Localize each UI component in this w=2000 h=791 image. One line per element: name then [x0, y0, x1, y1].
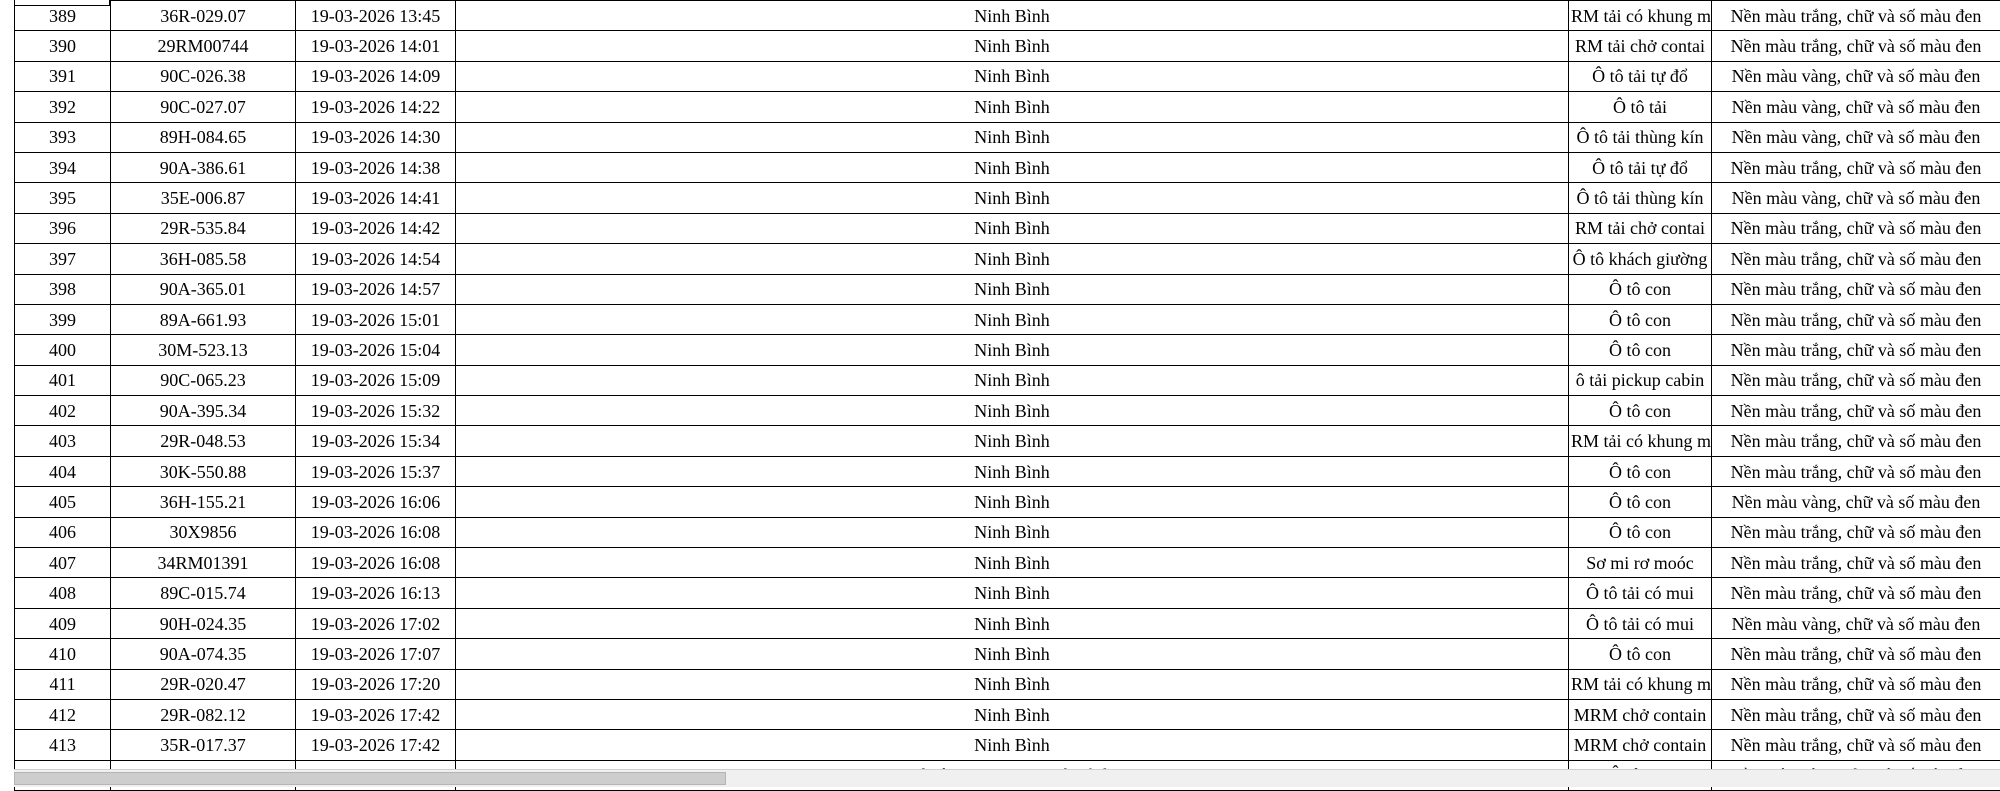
cell-time: 19-03-2026 14:41 [296, 183, 456, 213]
table-row[interactable] [15, 365, 2000, 395]
cell-place: Ninh Bình [456, 213, 1569, 243]
cell-type: Ô tô con [1569, 274, 1712, 304]
cell-place: Ninh Bình [456, 639, 1569, 669]
cell-stt: 408 [15, 578, 111, 608]
cell-stt: 390 [15, 31, 111, 61]
cell-place: Ninh Bình [456, 122, 1569, 152]
cell-stt: 394 [15, 152, 111, 182]
cell-type: Ô tô khách giường [1569, 244, 1712, 274]
cell-type: Ô tô con [1569, 456, 1712, 486]
cell-time: 19-03-2026 14:30 [296, 122, 456, 152]
cell-place: Ninh Bình [456, 274, 1569, 304]
cell-plate: 34RM01391 [111, 548, 296, 578]
table-row[interactable] [15, 152, 2000, 182]
table-row[interactable] [15, 730, 2000, 760]
table-row[interactable] [15, 396, 2000, 426]
table-body [15, 1, 2000, 791]
cell-stt: 410 [15, 639, 111, 669]
cell-type: MRM chở contain [1569, 730, 1712, 760]
cell-plate: 90A-395.34 [111, 396, 296, 426]
cell-time: 19-03-2026 16:13 [296, 578, 456, 608]
cell-color: Nền màu trắng, chữ và số màu đen [1712, 335, 2000, 365]
cell-stt: 399 [15, 304, 111, 334]
cell-place: Ninh Bình [456, 335, 1569, 365]
cell-plate: 89H-084.65 [111, 122, 296, 152]
cell-type: Ô tô tải tự đổ [1569, 152, 1712, 182]
cell-plate: 36R-029.07 [111, 1, 296, 31]
cell-time: 19-03-2026 15:32 [296, 396, 456, 426]
cell-time: 19-03-2026 17:07 [296, 639, 456, 669]
cell-time: 19-03-2026 14:22 [296, 92, 456, 122]
cell-plate: 35R-017.37 [111, 730, 296, 760]
cell-stt: 400 [15, 335, 111, 365]
cell-color: Nền màu trắng, chữ và số màu đen [1712, 639, 2000, 669]
cell-place: Ninh Bình [456, 699, 1569, 729]
cell-time: 19-03-2026 14:01 [296, 31, 456, 61]
cell-plate: 90A-386.61 [111, 152, 296, 182]
table-row[interactable] [15, 426, 2000, 456]
cell-color: Nền màu trắng, chữ và số màu đen [1712, 730, 2000, 760]
cell-stt: 393 [15, 122, 111, 152]
cell-type: Ô tô con [1569, 639, 1712, 669]
cell-place: Ninh Bình [456, 456, 1569, 486]
cell-color: Nền màu trắng, chữ và số màu đen [1712, 365, 2000, 395]
cell-color: Nền màu trắng, chữ và số màu đen [1712, 304, 2000, 334]
cell-stt: 397 [15, 244, 111, 274]
table-row[interactable] [15, 122, 2000, 152]
cell-color: Nền màu trắng, chữ và số màu đen [1712, 517, 2000, 547]
cell-plate: 90A-365.01 [111, 274, 296, 304]
cell-stt: 391 [15, 61, 111, 91]
cell-plate: 36H-085.58 [111, 244, 296, 274]
cell-time: 19-03-2026 14:42 [296, 213, 456, 243]
cell-place: Ninh Bình [456, 669, 1569, 699]
cell-plate: 29R-082.12 [111, 699, 296, 729]
cell-plate: 29R-535.84 [111, 213, 296, 243]
cell-place: Ninh Bình [456, 730, 1569, 760]
cell-time: 19-03-2026 16:08 [296, 548, 456, 578]
cell-plate: 29RM00744 [111, 31, 296, 61]
cell-plate: 89A-661.93 [111, 304, 296, 334]
table-row[interactable] [15, 639, 2000, 669]
cell-place: Ninh Bình [456, 1, 1569, 31]
table-row[interactable] [15, 183, 2000, 213]
cell-type: ô tải pickup cabin [1569, 365, 1712, 395]
cell-stt: 401 [15, 365, 111, 395]
cell-color: Nền màu trắng, chữ và số màu đen [1712, 1, 2000, 31]
cell-stt: 392 [15, 92, 111, 122]
cell-stt: 412 [15, 699, 111, 729]
cell-place: Ninh Bình [456, 244, 1569, 274]
cell-type: Ô tô tải thùng kín [1569, 122, 1712, 152]
cell-color: Nền màu vàng, chữ và số màu đen [1712, 122, 2000, 152]
cell-color: Nền màu vàng, chữ và số màu đen [1712, 608, 2000, 638]
cell-type: Ô tô con [1569, 517, 1712, 547]
cell-plate: 30X9856 [111, 517, 296, 547]
table-row[interactable] [15, 304, 2000, 334]
cell-plate: 35E-006.87 [111, 183, 296, 213]
cell-place: Ninh Bình [456, 426, 1569, 456]
cell-time: 19-03-2026 16:08 [296, 517, 456, 547]
cell-place: Ninh Bình [456, 548, 1569, 578]
table-row[interactable] [15, 608, 2000, 638]
table-row[interactable] [15, 61, 2000, 91]
cell-time: 19-03-2026 14:38 [296, 152, 456, 182]
cell-color: Nền màu vàng, chữ và số màu đen [1712, 487, 2000, 517]
horizontal-scrollbar[interactable] [14, 769, 2000, 787]
cell-place: Ninh Bình [456, 152, 1569, 182]
vehicle-table [14, 0, 2000, 791]
cell-type: Ô tô con [1569, 487, 1712, 517]
cell-time: 19-03-2026 13:45 [296, 1, 456, 31]
cell-time: 19-03-2026 14:54 [296, 244, 456, 274]
cell-time: 19-03-2026 17:42 [296, 730, 456, 760]
cell-place: Ninh Bình [456, 31, 1569, 61]
table-row[interactable] [15, 487, 2000, 517]
cell-type: MRM chở contain [1569, 699, 1712, 729]
cell-color: Nền màu vàng, chữ và số màu đen [1712, 92, 2000, 122]
table-row[interactable] [15, 92, 2000, 122]
table-row[interactable] [15, 31, 2000, 61]
cell-plate: 29R-048.53 [111, 426, 296, 456]
cell-stt: 395 [15, 183, 111, 213]
table-row[interactable] [15, 244, 2000, 274]
cell-time: 19-03-2026 16:06 [296, 487, 456, 517]
cell-time: 19-03-2026 14:09 [296, 61, 456, 91]
cell-place: Ninh Bình [456, 304, 1569, 334]
cell-type: RM tải có khung m [1569, 426, 1712, 456]
cell-place: Ninh Bình [456, 92, 1569, 122]
cell-stt: 405 [15, 487, 111, 517]
cell-stt: 409 [15, 608, 111, 638]
cell-place: Ninh Bình [456, 517, 1569, 547]
cell-plate: 90C-026.38 [111, 61, 296, 91]
cell-type: RM tải chở contai [1569, 31, 1712, 61]
cell-color: Nền màu trắng, chữ và số màu đen [1712, 396, 2000, 426]
cell-stt: 413 [15, 730, 111, 760]
cell-stt: 396 [15, 213, 111, 243]
cell-color: Nền màu trắng, chữ và số màu đen [1712, 244, 2000, 274]
cell-color: Nền màu trắng, chữ và số màu đen [1712, 274, 2000, 304]
table-row[interactable] [15, 1, 2000, 31]
cell-type: Ô tô tải tự đổ [1569, 61, 1712, 91]
table-row[interactable] [15, 548, 2000, 578]
cell-type: RM tải có khung m [1569, 1, 1712, 31]
table-row[interactable] [15, 456, 2000, 486]
cell-plate: 90A-074.35 [111, 639, 296, 669]
cell-type: Ô tô tải [1569, 92, 1712, 122]
cell-color: Nền màu trắng, chữ và số màu đen [1712, 31, 2000, 61]
table-row[interactable] [15, 517, 2000, 547]
table-row[interactable] [15, 274, 2000, 304]
cell-color: Nền màu trắng, chữ và số màu đen [1712, 699, 2000, 729]
cell-stt: 407 [15, 548, 111, 578]
cell-place: Ninh Bình [456, 183, 1569, 213]
cell-stt: 389 [15, 1, 111, 31]
cell-place: Ninh Bình [456, 61, 1569, 91]
cell-plate: 89C-015.74 [111, 578, 296, 608]
cell-time: 19-03-2026 15:01 [296, 304, 456, 334]
cell-stt: 403 [15, 426, 111, 456]
cell-type: Ô tô tải thùng kín [1569, 183, 1712, 213]
table-row[interactable] [15, 578, 2000, 608]
cell-plate: 90H-024.35 [111, 608, 296, 638]
cell-plate: 36H-155.21 [111, 487, 296, 517]
cell-place: Ninh Bình [456, 578, 1569, 608]
cell-time: 19-03-2026 15:04 [296, 335, 456, 365]
cell-plate: 30K-550.88 [111, 456, 296, 486]
cell-place: Ninh Bình [456, 487, 1569, 517]
cell-plate: 90C-027.07 [111, 92, 296, 122]
cell-type: Ô tô tải có mui [1569, 578, 1712, 608]
cell-time: 19-03-2026 15:37 [296, 456, 456, 486]
cell-place: Ninh Bình [456, 608, 1569, 638]
cell-plate: 90C-065.23 [111, 365, 296, 395]
cell-color: Nền màu trắng, chữ và số màu đen [1712, 548, 2000, 578]
table-row[interactable] [15, 699, 2000, 729]
table-top-cell-fragment [14, 0, 110, 6]
cell-time: 19-03-2026 17:20 [296, 669, 456, 699]
cell-color: Nền màu trắng, chữ và số màu đen [1712, 213, 2000, 243]
cell-time: 19-03-2026 14:57 [296, 274, 456, 304]
cell-time: 19-03-2026 15:34 [296, 426, 456, 456]
cell-color: Nền màu trắng, chữ và số màu đen [1712, 669, 2000, 699]
cell-color: Nền màu vàng, chữ và số màu đen [1712, 183, 2000, 213]
cell-type: Ô tô con [1569, 396, 1712, 426]
cell-color: Nền màu trắng, chữ và số màu đen [1712, 456, 2000, 486]
table-row[interactable] [15, 669, 2000, 699]
cell-stt: 406 [15, 517, 111, 547]
cell-color: Nền màu trắng, chữ và số màu đen [1712, 152, 2000, 182]
cell-color: Nền màu vàng, chữ và số màu đen [1712, 61, 2000, 91]
cell-plate: 30M-523.13 [111, 335, 296, 365]
cell-place: Ninh Bình [456, 396, 1569, 426]
cell-stt: 411 [15, 669, 111, 699]
cell-stt: 398 [15, 274, 111, 304]
cell-type: Ô tô tải có mui [1569, 608, 1712, 638]
horizontal-scrollbar-thumb[interactable] [14, 772, 726, 785]
cell-stt: 402 [15, 396, 111, 426]
cell-color: Nền màu trắng, chữ và số màu đen [1712, 578, 2000, 608]
cell-place: Ninh Bình [456, 365, 1569, 395]
cell-plate: 29R-020.47 [111, 669, 296, 699]
cell-time: 19-03-2026 17:42 [296, 699, 456, 729]
table-row[interactable] [15, 335, 2000, 365]
cell-type: RM tải chở contai [1569, 213, 1712, 243]
cell-time: 19-03-2026 15:09 [296, 365, 456, 395]
cell-color: Nền màu trắng, chữ và số màu đen [1712, 426, 2000, 456]
cell-type: Sơ mi rơ moóc [1569, 548, 1712, 578]
cell-type: Ô tô con [1569, 304, 1712, 334]
cell-type: Ô tô con [1569, 335, 1712, 365]
cell-type: RM tải có khung m [1569, 669, 1712, 699]
cell-stt: 404 [15, 456, 111, 486]
cell-time: 19-03-2026 17:02 [296, 608, 456, 638]
table-row[interactable] [15, 213, 2000, 243]
